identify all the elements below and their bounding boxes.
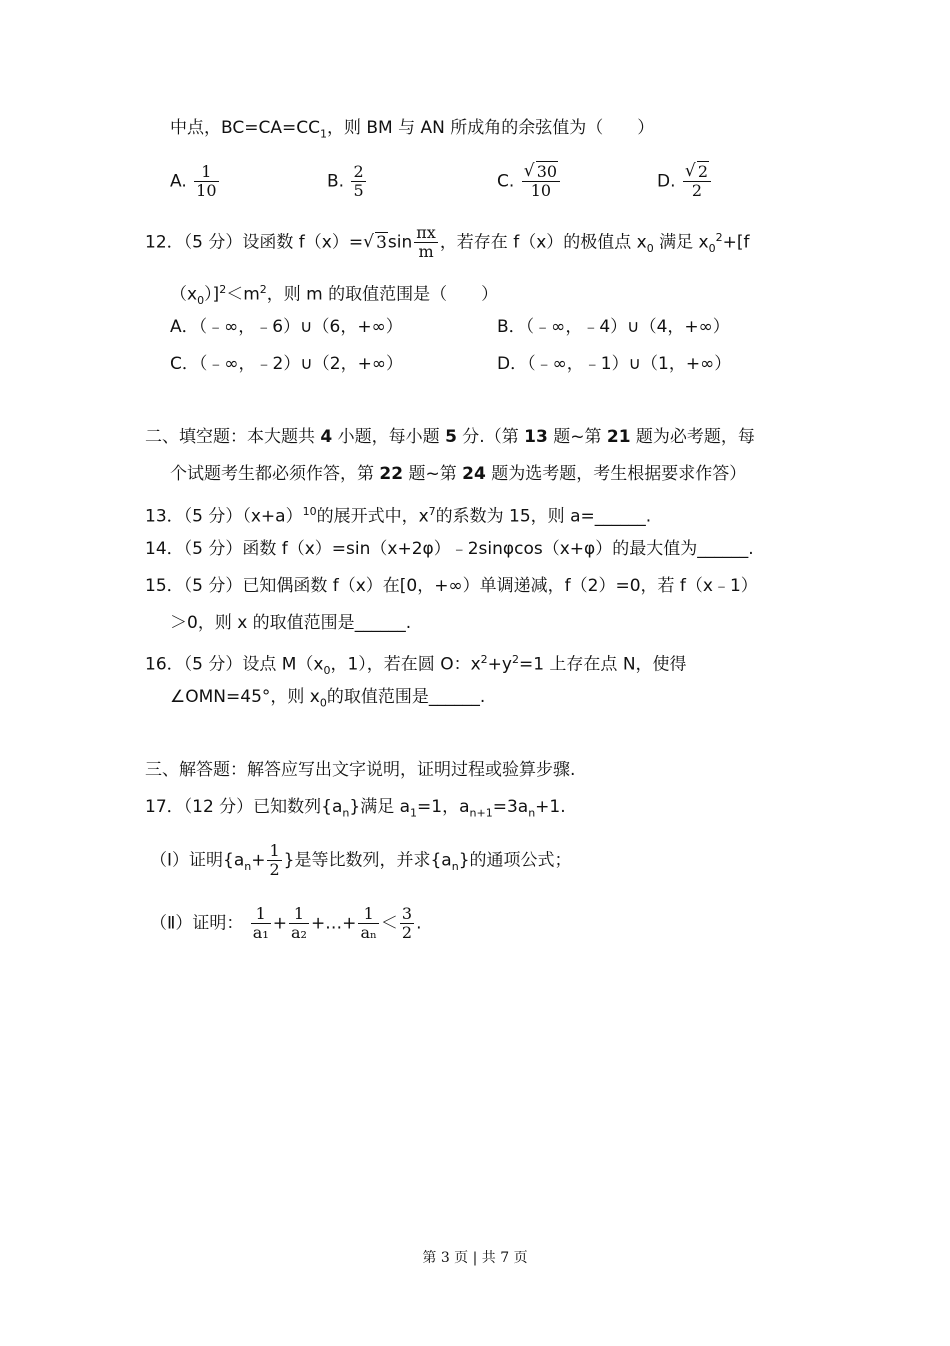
- q11-option-d: D. √ $\frac{2}{2}$: [657, 163, 713, 200]
- q12-option-a: A．（﹣∞，﹣6）∪（6，+∞）: [170, 317, 403, 337]
- answer-blank: ______: [354, 613, 406, 633]
- section2-heading-line1: 二、填空题：本大题共 4 小题，每小题 5 分.（第 13 题~第 21 题为必考题，每: [145, 427, 755, 447]
- q17-part1: （Ⅰ）证明{$a_n+$ $\frac{1}{2}$ }是等比数列，并求$\{a_n\}$的通项公式；: [150, 841, 572, 879]
- page-footer: 第 3 页 | 共 7 页: [422, 1250, 528, 1266]
- answer-blank: ______: [428, 687, 480, 707]
- q12-stem-line1: 12．（5 分）设函数 f（x）=√ 3sin $\frac{\pi x}{m}$ ，若存在 f（x）的极值点 $x_0$ 满足 $x_0^2+[f$: [145, 224, 749, 261]
- q15-line2: ＞0，则 x 的取值范围是______.: [170, 613, 412, 633]
- answer-blank: ______: [594, 506, 646, 527]
- answer-blank: ______: [697, 539, 749, 559]
- q11-option-a: A. $\frac{1}{10}$: [170, 162, 217, 200]
- q15-line1: 15．（5 分）已知偶函数 f（x）在[0，+∞）单调递减，f（2）=0，若 f（x﹣1）: [145, 576, 758, 596]
- q16-line2: ∠OMN=45°，则 $x_0$的取值范围是______.: [170, 687, 486, 710]
- q12-option-c: C．（﹣∞，﹣2）∪（2，+∞）: [170, 354, 404, 374]
- q12-option-d: D．（﹣∞，﹣1）∪（1，+∞）: [497, 354, 732, 374]
- q16-line1: 16．（5 分）设点 $M(x_0$，1），若在圆 O：$x^2+y^2=1$ 上存在点 N，使得: [145, 653, 687, 678]
- q12-option-b: B．（﹣∞，﹣4）∪（4，+∞）: [497, 317, 730, 337]
- q11-stem: 中点，$BC=CA=CC_1$，则 BM 与 AN 所成角的余弦值为（ ）: [170, 118, 655, 141]
- section2-heading-line2: 个试题考生都必须作答，第 22 题~第 24 题为选考题，考生根据要求作答）: [170, 464, 747, 484]
- q11-option-c: C. √ $\frac{30}{10}$: [497, 163, 562, 200]
- q17-stem: 17．（12 分）已知数列$\{a_n\}$满足 $a_1=1$，$a_{n+1}=3a_n+1$.: [145, 797, 566, 820]
- q17-part2: （Ⅱ）证明： $\frac{1}{\text{a₁}}$ + $\frac{1}{\text{a₂}}$ +…+ $\frac{1}{\text{aₙ}}$ ＜ $\frac{3}{2}$ .: [150, 904, 422, 942]
- q12-stem-line2: $(x_0)]^2<m^2$，则 m 的取值范围是（ ）: [170, 283, 499, 308]
- sqrt-3: √ 3: [363, 231, 388, 255]
- q14: 14．（5 分）函数 f（x）=sin（x+2φ）﹣2sinφcos（x+φ）的最大值为______.: [145, 539, 754, 559]
- q11-option-b: B. $\frac{2}{5}$: [327, 162, 364, 200]
- q13: 13．（5 分）$(x+a)^{10}$的展开式中，$x^7$的系数为 15，则 a=______.: [145, 505, 652, 527]
- section3-heading: 三、解答题：解答应写出文字说明，证明过程或验算步骤.: [145, 760, 576, 780]
